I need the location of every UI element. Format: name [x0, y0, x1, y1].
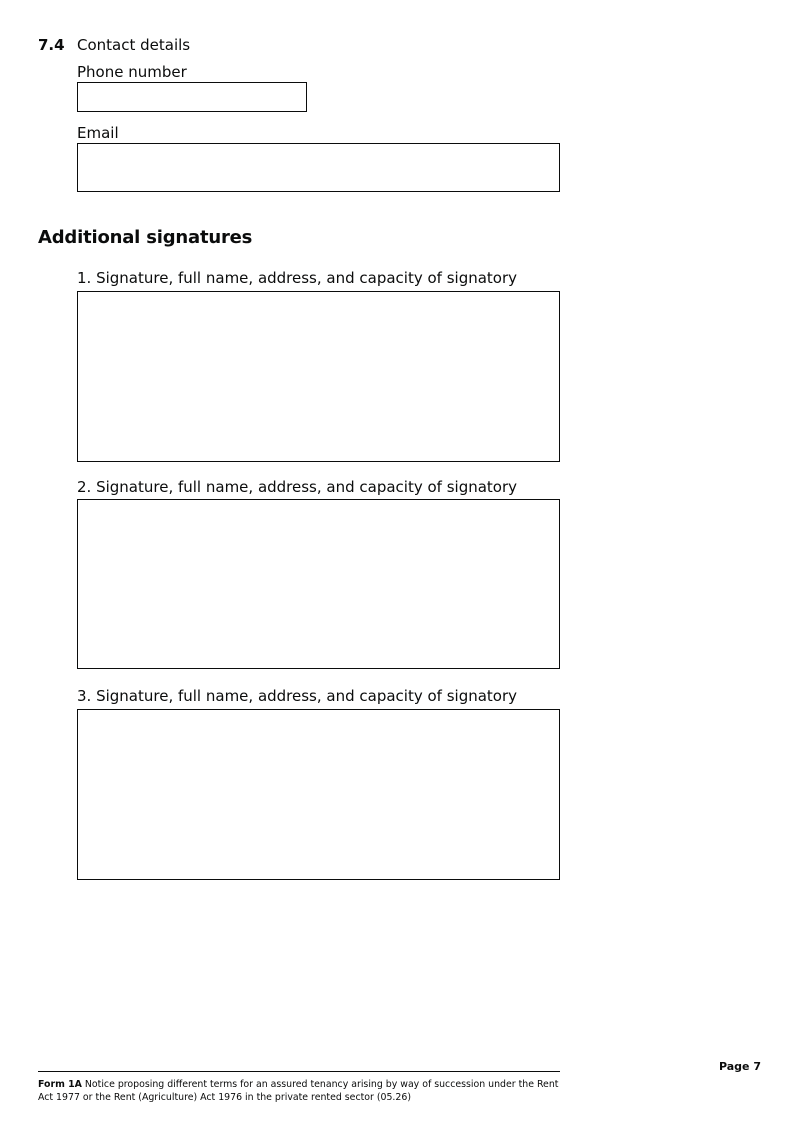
- signature-1-label: 1. Signature, full name, address, and capacity of signatory: [77, 269, 518, 287]
- signature-2-label: 2. Signature, full name, address, and capacity of signatory: [77, 478, 518, 496]
- signature-3-label: 3. Signature, full name, address, and capacity of signatory: [77, 687, 518, 705]
- footer-description: Notice proposing different terms for an assured tenancy arising by way of succession under the Rent Act 1977 or the Rent (Agriculture) Act 1976 in the private rented sector (05.26): [38, 1079, 559, 1103]
- section-number: 7.4: [38, 36, 65, 54]
- phone-number-field[interactable]: [77, 82, 307, 112]
- footer-form-id: Form 1A: [38, 1079, 82, 1090]
- signature-3-box[interactable]: [77, 709, 560, 880]
- email-label: Email: [77, 124, 119, 142]
- additional-signatures-heading: Additional signatures: [38, 227, 253, 248]
- page-number: Page 7: [718, 1060, 761, 1073]
- signature-2-box[interactable]: [77, 499, 560, 669]
- footer-divider: [38, 1071, 560, 1072]
- signature-1-box[interactable]: [77, 291, 560, 462]
- footer-text: [38, 1078, 568, 1104]
- section-title: Contact details: [77, 36, 191, 54]
- phone-number-label: Phone number: [77, 63, 187, 81]
- email-field[interactable]: [77, 143, 560, 192]
